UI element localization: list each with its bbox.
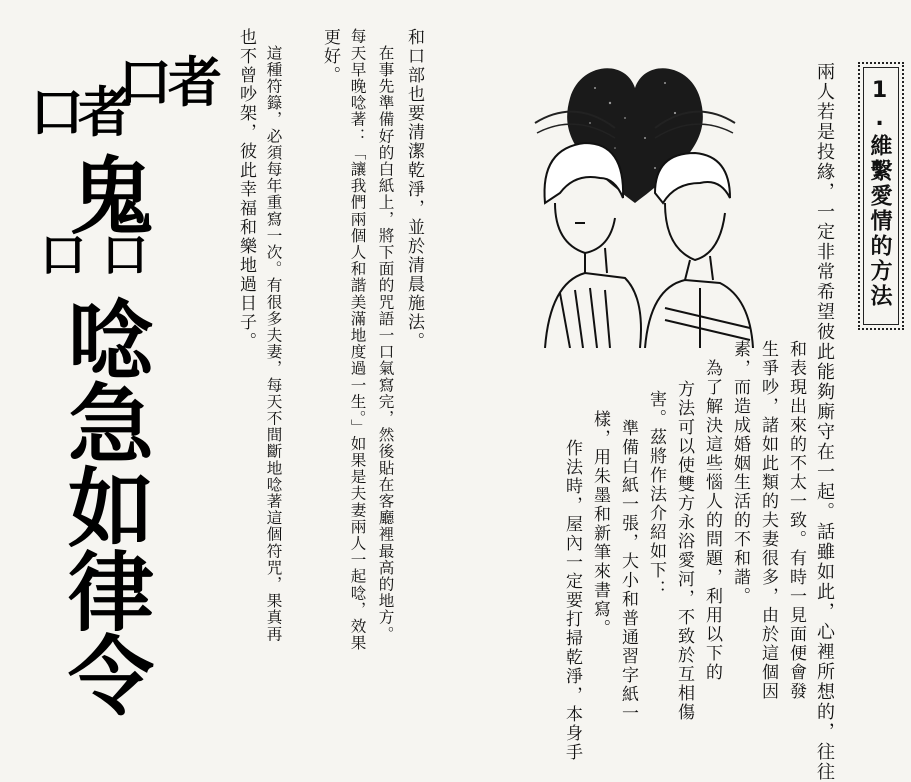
text-column: 害。茲將作法介紹如下： — [646, 390, 666, 599]
section-title: 1.維繫愛情的方法 — [867, 78, 892, 309]
boy-figure — [645, 153, 753, 348]
text-column: 這種符籙，必須每年重寫一次。有很多夫妻，每天不間斷地唸著這個符咒，果真再 — [264, 28, 283, 643]
lovers-heart-illustration — [515, 28, 755, 348]
text-column: 也不曾吵架，彼此幸福和樂地過日子。 — [236, 28, 256, 351]
text-column: 更好。 — [320, 28, 340, 85]
text-column: 生爭吵，諸如此類的夫妻很多，由於這個因 — [758, 340, 778, 701]
text-column: 和口部也要清潔乾淨，並於清晨施法。 — [404, 28, 424, 351]
text-column: 和表現出來的不太一致。有時一見面便會發 — [786, 340, 806, 701]
text-column: 準備白紙一張，大小和普通習字紙一 — [618, 400, 638, 723]
text-column: 方法可以使雙方永浴愛河，不致於互相傷 — [674, 380, 694, 722]
text-column: 素，而造成婚姻生活的不和諧。 — [730, 340, 750, 606]
talisman-top-line: 口者 — [30, 80, 126, 144]
talisman-mouth-glyphs: 口口 — [40, 228, 164, 282]
talisman-ghost-glyph: 鬼 — [70, 147, 155, 246]
talisman-top-line: 口者 — [118, 50, 218, 114]
text-column: 作法時，屋內一定要打掃乾淨，本身手 — [562, 420, 582, 762]
talisman-chant: 唸急如律令 — [53, 295, 154, 715]
section-title-box — [858, 62, 904, 330]
text-column: 兩人若是投緣，一定非常希望彼此能夠廝守在一起。話雖如此，心裡所想的，往往 — [814, 62, 835, 782]
text-column: 為了解決這些惱人的問題，利用以下的 — [702, 340, 722, 682]
text-column: 樣，用朱墨和新筆來書寫。 — [590, 410, 610, 638]
text-column: 在事先準備好的白紙上，將下面的咒語一口氣寫完，然後貼在客廳裡最高的地方。 — [376, 28, 395, 643]
text-column: 每天早晚唸著：「讓我們兩個人和諧美滿地度過一生。」如果是夫妻兩人一起唸，效果 — [348, 28, 367, 651]
